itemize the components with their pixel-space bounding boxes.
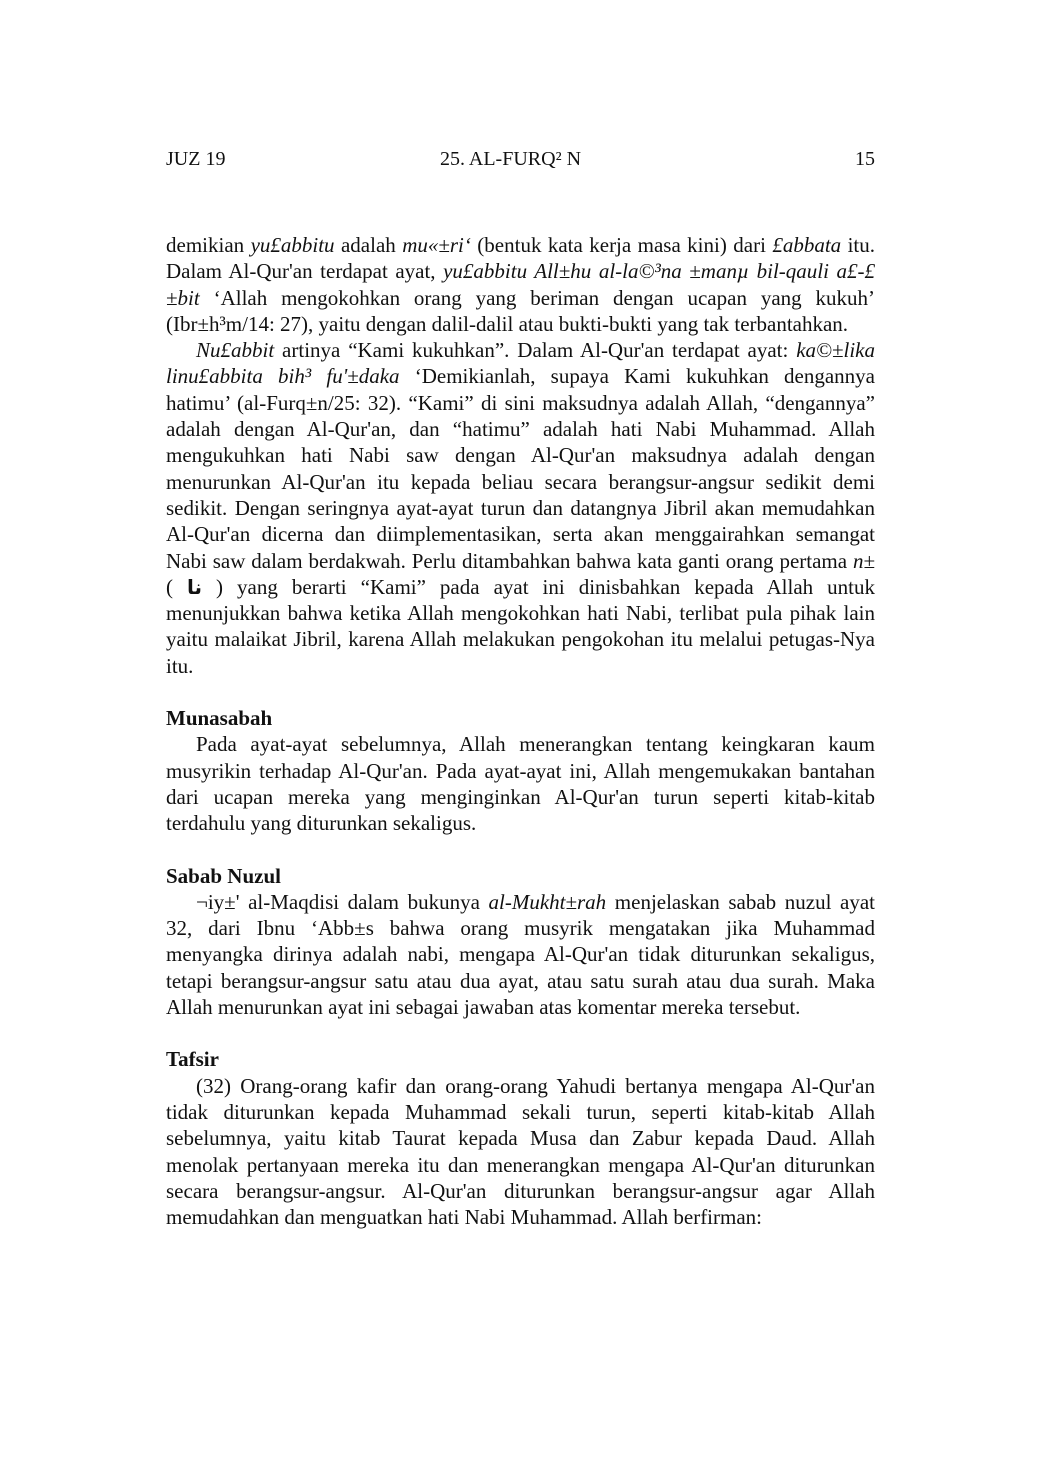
paragraph-sabab-nuzul: [166, 889, 875, 1020]
heading-tafsir: Tafsir: [166, 1047, 219, 1072]
page-body: [166, 232, 875, 1230]
heading-munasabah: Munasabah: [166, 706, 273, 731]
italic-term: Nu£abbit: [196, 338, 275, 363]
running-header: [166, 146, 875, 172]
italic-term: n±: [852, 548, 875, 573]
text-run: ‘Demikianlah, supaya Kami kukuhkan dengannya hatimu’ (al-Furq±n/25: 32). “Kami” di sini maksudnya adalah Allah, “dengannya” adalah dengan Al-Qur'an, dan “hatimu” adalah hati Nabi Muhammad. Allah mengukuhkan hati Nabi saw dengan Al-Qur'an maksudnya adalah dengan menurunkan Al-Qur'an itu kepada beliau secara berangsur-angsur sedikit demi sedikit. Dengan seringnya ayat-ayat turun dan datangnya Jibril akan memudahkan Al-Qur'an dicerna dan diimplementasikan, serta akan menggairahkan semangat Nabi saw dalam berdakwah. Perlu ditambahkan bahwa kata ganti orang pertama: [166, 364, 876, 573]
italic-transliteration: yu£abbitu All±hu al-la©³na ±manµ bil-qauli a£-£±bit: [166, 259, 875, 310]
italic-book-title: al-Mukht±rah: [488, 889, 607, 914]
italic-term: yu£abbitu: [250, 233, 335, 257]
paragraph-nuabbit: [166, 337, 875, 679]
paragraph-tafsir: (32) Orang-orang kafir dan orang-orang Yahudi bertanya mengapa Al-Qur'an tidak diturunkan kepada Muhammad sekali turun, seperti kitab-kitab Allah sebelumnya, yaitu kitab Taurat kepada Musa dan Zabur kepada Daud. Allah menolak pertanyaan mereka itu dan menerangkan mengapa Al-Qur'an diturunkan secara berangsur-angsur. Al-Qur'an diturunkan berangsur-angsur agar Allah memudahkan dan menguatkan hati Nabi Muhammad. Allah berfirman:: [166, 1073, 875, 1230]
text-run: (: [166, 574, 187, 599]
heading-sabab-nuzul: Sabab Nuzul: [166, 863, 281, 888]
text-run: itu. Dalam Al-Qur'an terdapat ayat,: [166, 233, 876, 284]
text-run: artinya “Kami kukuhkan”. Dalam Al-Qur'an terdapat ayat:: [274, 338, 797, 363]
text-run: menjelaskan sabab nuzul ayat 32, dari Ibnu ‘Abb±s bahwa orang musyrik mengatakan jika Muhammad menyangka dirinya adalah nabi, mengapa Al-Qur'an tidak diturunkan sekaligus, tetapi berangsur-angsur satu atau dua ayat, atau satu surah atau dua surah. Maka Allah menurunkan ayat ini sebagai jawaban atas komentar mereka tersebut.: [166, 889, 875, 1020]
text-run: ) yang berarti “Kami” pada ayat ini dinisbahkan kepada Allah untuk menunjukkan bahwa ketika Allah mengokohkan hati Nabi, terlibat pula pihak lain yaitu malaikat Jibril, karena Allah melakukan pengokohan itu melalui petugas-Nya itu.: [166, 574, 875, 678]
italic-transliteration: ka©±lika linu£abbita bih³ fu'±daka: [166, 338, 875, 389]
italic-term: £abbata: [772, 233, 842, 257]
page-number: 15: [855, 148, 875, 170]
text-run: demikian: [166, 233, 251, 257]
paragraph-continuation: [166, 232, 875, 337]
surah-title: 25. AL-FURQ² N: [440, 148, 582, 170]
paragraph-munasabah: Pada ayat-ayat sebelumnya, Allah menerangkan tentang keingkaran kaum musyrikin terhadap Al-Qur'an. Pada ayat-ayat ini, Allah mengemukakan bantahan dari ucapan mereka yang menginginkan Al-Qur'an turun seperti kitab-kitab terdahulu yang diturunkan sekaligus.: [166, 732, 875, 836]
arabic-word: نا: [187, 574, 203, 599]
text-run: (bentuk kata kerja masa kini) dari: [470, 233, 773, 257]
italic-term: mu«±ri‘: [402, 233, 471, 257]
text-run: ¬iy±' al-Maqdisi dalam bukunya: [196, 889, 489, 914]
text-run: adalah: [334, 233, 403, 257]
text-run: ‘Allah mengokohkan orang yang beriman dengan ucapan yang kukuh’ (Ibr±h³m/14: 27), yaitu dengan dalil-dalil atau bukti-bukti yang tak terbantahkan.: [166, 285, 875, 336]
juz-label: JUZ 19: [166, 148, 226, 170]
